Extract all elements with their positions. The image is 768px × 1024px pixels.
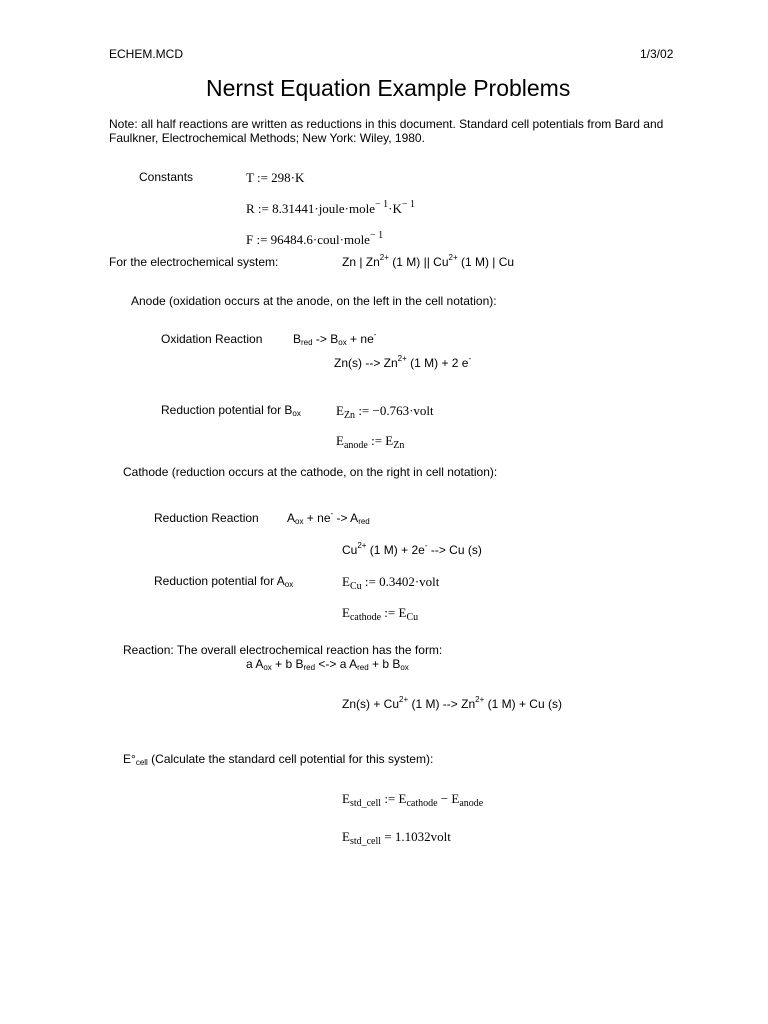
E-cathode-definition: $E_{cathode}$ := $E_{Cu}$ bbox=[342, 605, 419, 623]
oxidation-reaction-label: Oxidation Reaction bbox=[161, 332, 263, 346]
std-cell-heading: $E^\circ_{cell}$ (Calculate the standard cell potential for this system): bbox=[123, 752, 434, 767]
oxidation-general-equation: $B_{red} -> B_{ox} + ne^-$ bbox=[293, 330, 377, 347]
note-line-2: Faulkner, Electrochemical Methods; New York: Wiley, 1980. bbox=[109, 131, 425, 145]
reaction-heading: Reaction: The overall electrochemical reaction has the form: bbox=[123, 643, 443, 657]
anode-potential-label: Reduction potential for $B_{ox}$ bbox=[161, 403, 301, 418]
specific-overall-reaction: $Zn(s) + Cu^{2+}$ (1 M) --> $Zn^{2+}$ (1 M) + Cu (s) bbox=[342, 695, 562, 711]
reduction-general-equation: $A_{ox} + ne^- -> A_{red}$ bbox=[287, 509, 370, 526]
cell-notation: Zn | $Zn^{2+}$ (1 M) || $Cu^{2+}$ (1 M) | Cu bbox=[342, 253, 515, 269]
E-anode-definition: $E_{anode}$ := $E_{Zn}$ bbox=[336, 433, 405, 451]
anode-heading: Anode (oxidation occurs at the anode, on the left in the cell notation): bbox=[131, 294, 497, 308]
E-Zn-definition: $E_{Zn}$ := −0.763·volt bbox=[336, 403, 434, 421]
constant-T: T := 298·K bbox=[246, 170, 305, 185]
copper-reduction-equation: $Cu^{2+}$ (1 M) + 2e- --> Cu (s) bbox=[342, 541, 482, 557]
cathode-potential-label: Reduction potential for $A_{ox}$ bbox=[154, 574, 294, 589]
std-cell-result: $E_{std\_cell}$ = 1.1032volt bbox=[342, 829, 451, 847]
page-title: Nernst Equation Example Problems bbox=[206, 75, 571, 101]
constants-label: Constants bbox=[139, 170, 194, 184]
reduction-reaction-label: Reduction Reaction bbox=[154, 511, 259, 525]
cathode-heading: Cathode (reduction occurs at the cathode, on the right in cell notation): bbox=[123, 465, 498, 479]
constant-R: R := $8.31441\cdot joule\cdot mole^{- 1}\cdot K^{- 1}$ bbox=[246, 199, 416, 216]
constant-F: F := 96484.6·coul·mole$^{- 1}$ bbox=[246, 230, 384, 247]
document-date: 1/3/02 bbox=[640, 47, 674, 61]
file-name: ECHEM.MCD bbox=[109, 47, 183, 61]
system-label: For the electrochemical system: bbox=[109, 255, 279, 269]
std-cell-definition: $E_{std\_cell}$ := $E_{cathode} - E_{anode}$ bbox=[342, 791, 484, 809]
E-Cu-definition: $E_{Cu}$ := 0.3402·volt bbox=[342, 574, 440, 592]
zinc-oxidation-equation: Zn(s) --> $Zn^{2+}$ (1 M) + 2 e- bbox=[334, 354, 472, 370]
note-line-1: Note: all half reactions are written as reductions in this document. Standard cell potentials from Bard and bbox=[109, 117, 664, 131]
general-overall-reaction: a $A_{ox} + b$ $B_{red}$ <-> a $A_{red} + b$ $B_{ox}$ bbox=[246, 657, 409, 672]
